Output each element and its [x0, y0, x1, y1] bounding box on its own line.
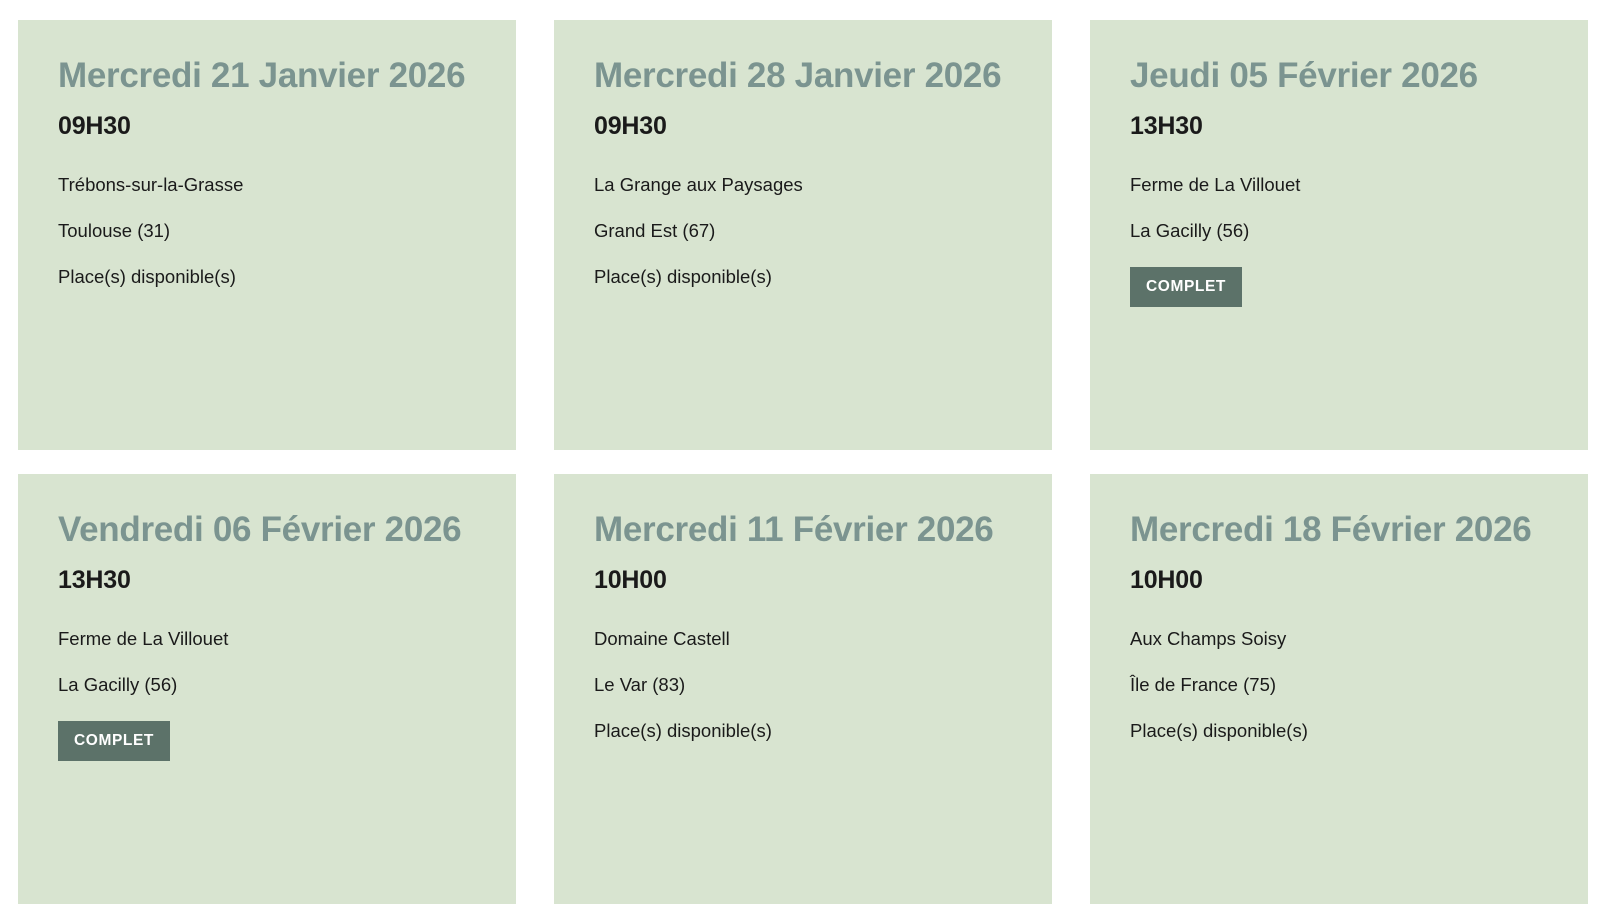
session-time: 10H00 — [594, 565, 667, 594]
session-card[interactable] — [18, 474, 516, 904]
session-venue: Domaine Castell — [594, 627, 730, 649]
session-card[interactable] — [554, 20, 1052, 450]
session-card[interactable] — [18, 20, 516, 450]
session-date: Mercredi 28 Janvier 2026 — [594, 56, 1002, 95]
session-venue: La Grange aux Paysages — [594, 173, 803, 195]
status-badge: COMPLET — [58, 721, 170, 761]
session-location: Île de France (75) — [1130, 673, 1277, 695]
session-time: 10H00 — [1130, 565, 1203, 594]
session-card[interactable] — [554, 474, 1052, 904]
session-location: Grand Est (67) — [594, 219, 716, 241]
session-venue: Trébons-sur-la-Grasse — [58, 173, 244, 195]
session-venue: Aux Champs Soisy — [1130, 627, 1287, 649]
session-date: Mercredi 18 Février 2026 — [1130, 510, 1532, 549]
session-time: 09H30 — [594, 111, 667, 140]
session-location: Le Var (83) — [594, 673, 686, 695]
session-card[interactable] — [1090, 20, 1588, 450]
session-date: Jeudi 05 Février 2026 — [1130, 56, 1478, 95]
session-time: 09H30 — [58, 111, 131, 140]
session-time: 13H30 — [58, 565, 131, 594]
session-venue: Ferme de La Villouet — [58, 627, 229, 649]
session-venue: Ferme de La Villouet — [1130, 173, 1301, 195]
status-badge: COMPLET — [1130, 267, 1242, 307]
session-location: La Gacilly (56) — [58, 673, 178, 695]
session-date: Vendredi 06 Février 2026 — [58, 510, 462, 549]
session-availability: Place(s) disponible(s) — [594, 719, 772, 741]
session-date: Mercredi 21 Janvier 2026 — [58, 56, 466, 95]
session-date: Mercredi 11 Février 2026 — [594, 510, 994, 549]
session-location: Toulouse (31) — [58, 219, 171, 241]
session-availability: Place(s) disponible(s) — [594, 265, 772, 287]
session-availability: Place(s) disponible(s) — [1130, 719, 1308, 741]
session-time: 13H30 — [1130, 111, 1203, 140]
session-card[interactable] — [1090, 474, 1588, 904]
session-availability: Place(s) disponible(s) — [58, 265, 236, 287]
session-location: La Gacilly (56) — [1130, 219, 1250, 241]
